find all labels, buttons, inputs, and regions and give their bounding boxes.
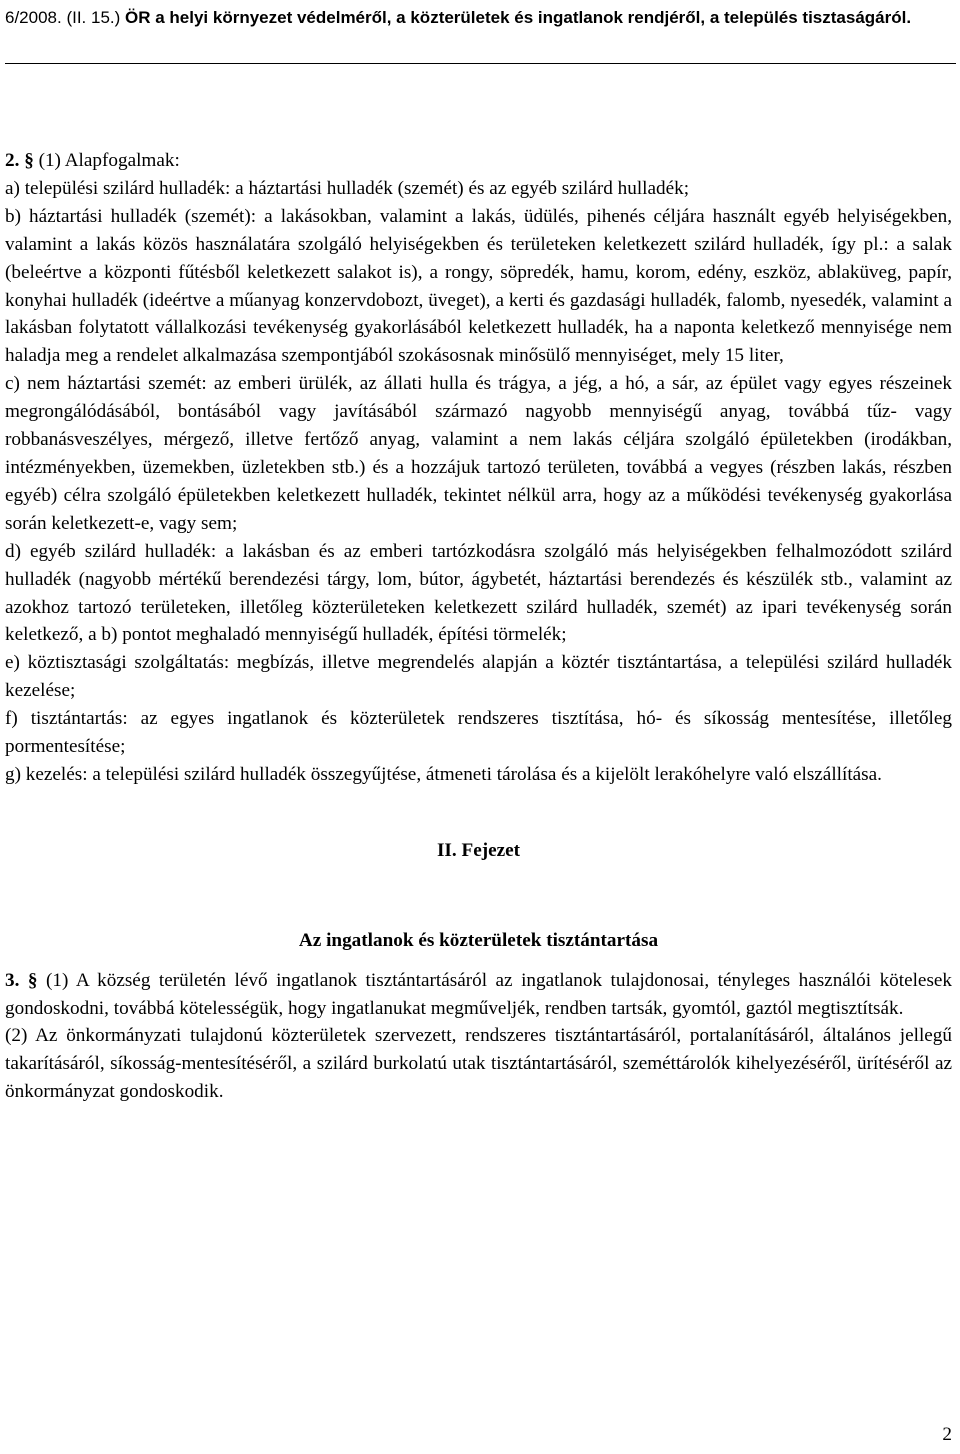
header-regulation-title: ÖR a helyi környezet védelméről, a közterületek és ingatlanok rendjéről, a település tisztaságáról. [125,8,912,27]
section-paragraph: (1) Alapfogalmak: [38,150,180,171]
section-number: 3. [5,969,20,991]
definition-d: d) egyéb szilárd hulladék: a lakásban és az emberi tartózkodásra szolgáló más helyiségekben felhalmozódott szilárd hulladék (nagyobb mértékű berendezési tárgy, lom, bútor, ágybetét, háztartási berendezés és készülék stb., valamint az azokhoz tartozó területeken, illetőleg közterületeken keletkezett szilárd hulladék, szemét) az ipari tevékenység során keletkező, a b) pontot meghaladó mennyiségű hulladék, építési törmelék; [5,540,952,646]
page-number: 2 [942,1424,952,1445]
definition-b: b) háztartási hulladék (szemét): a lakásokban, valamint a lakás, üdülés, pihenés céljára használt egyéb helyiségekben, valamint a lakás közös használatára szolgáló helyiségekben és területeken keletkezett szilárd hulladék, így pl.: a salak (beleértve a központi fűtésből keletkezett salakot is), a rongy, söpredék, hamu, korom, edény, eszköz, ablaküveg, papír, konyhai hulladék (ideértve a műanyag konzervdobozt, üveget), a kerti és gazdasági hulladék, falomb, nyesedék, valamint a lakásban folytatott vállalkozási tevékenység gyakorlásából keletkezett hulladék, ha a naponta keletkező mennyisége nem haladja meg a rendelet alkalmazása szempontjából szokásosnak minősülő mennyiséget, mely 15 liter, [5,205,952,367]
header-regulation-number: 6/2008. (II. 15.) [5,8,126,27]
header-rule [5,63,956,64]
definition-a: a) települési szilárd hulladék: a háztartási hulladék (szemét) és az egyéb szilárd hulladék; [5,177,690,199]
chapter-title: Az ingatlanok és közterületek tisztántartása [298,929,659,951]
chapter-heading: II. Fejezet [436,839,521,861]
definition-f: f) tisztántartás: az egyes ingatlanok és közterületek rendszeres tisztítása, hó- és síkosság mentesítése, illetőleg pormentesítése; [5,708,952,758]
document-body [5,147,952,1106]
section-3-paragraph-1 [5,967,952,1023]
section-mark: § [27,969,38,991]
document-header [5,6,955,30]
definition-c: c) nem háztartási szemét: az emberi ürülék, az állati hulla és trágya, a jég, a hó, a sár, az épület vagy egyes részeinek megrongálódásából, bontásából vagy javításából származó nagyobb mennyiségű anyag, továbbá tűz- vagy robbanásveszélyes, mérgező, illetve fertőző anyag, valamint a nem lakás céljára szolgáló épületekben (irodákban, intézményekben, üzemekben, üzletekben stb.) és a hozzájuk tartozó területen, továbbá a vegyes (részben lakás, részben egyéb) célra szolgáló épületekben keletkezett hulladék, tekintet nélkül arra, hogy az a működési tevékenység gyakorlása során keletkezett-e, vagy sem; [5,373,952,534]
section-mark: § [24,150,34,171]
section-paragraph: (1) A község területén lévő ingatlanok tisztántartásáról az ingatlanok tulajdonosai, tényleges használói kötelesek gondoskodni, továbbá kötelességük, hogy ingatlanukat megműveljék, rendben tartsák, gyomtól, gaztól megtisztítsák. [5,969,953,1019]
definition-e: e) köztisztasági szolgáltatás: megbízás, illetve megrendelés alapján a köztér tisztántartása, a települési szilárd hulladék kezelése; [5,652,952,702]
definition-g: g) kezelés: a települési szilárd hulladék összegyűjtése, átmeneti tárolása és a kijelölt lerakóhelyre való elszállítása. [5,763,882,785]
section-2-intro [5,147,952,175]
section-3-paragraph-2: (2) Az önkormányzati tulajdonú közterületek szervezett, rendszeres tisztántartásáról, portalanításáról, általános jellegű takarításáról, síkosság-mentesítéséről, a szilárd burkolatú utak tisztántartásáról, szeméttárolók kihelyezéséről, ürítéséről az önkormányzat gondoskodik. [5,1025,952,1103]
section-number: 2. [5,150,20,171]
